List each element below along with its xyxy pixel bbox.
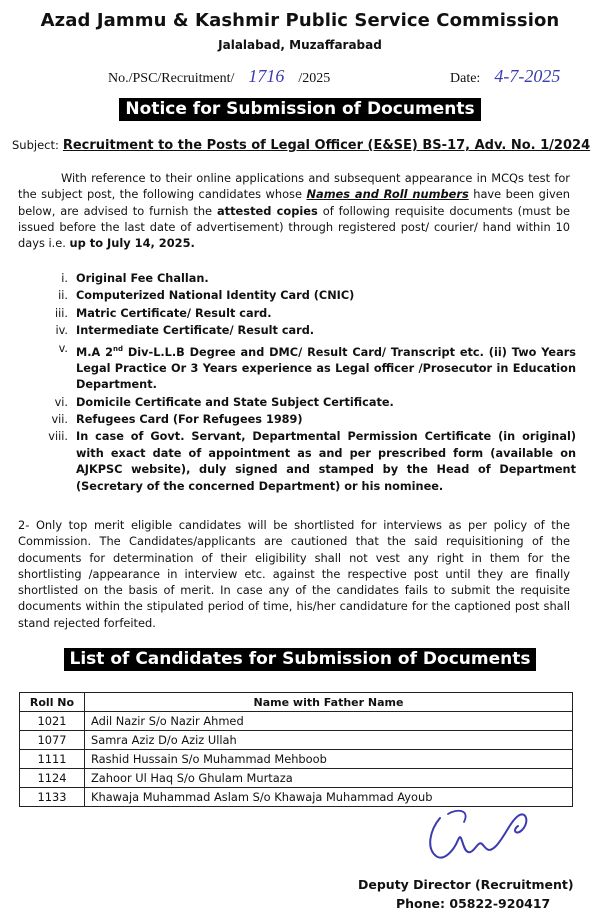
organization-name: Azad Jammu & Kashmir Public Service Commission xyxy=(40,10,560,31)
roll-number: 1124 xyxy=(20,769,85,788)
intro-emphasis-names: Names and Roll numbers xyxy=(306,187,469,202)
list-item-superscript: nd xyxy=(113,344,124,353)
reference-prefix: No./PSC/Recruitment/ xyxy=(108,71,235,86)
date-line xyxy=(450,66,574,87)
list-item-number: iii. xyxy=(54,306,68,320)
list-item-text: M.A 2 xyxy=(76,345,114,359)
candidates-list-title-text: List of Candidates for Submission of Documents xyxy=(64,648,537,671)
list-item-text: Domicile Certificate and State Subject Certificate. xyxy=(76,395,394,409)
subject-text: Recruitment to the Posts of Legal Officer (E&SE) BS-17, Adv. No. 1/2024 xyxy=(62,138,591,153)
notice-title-text: Notice for Submission of Documents xyxy=(119,98,480,121)
roll-number: 1111 xyxy=(20,750,85,769)
required-documents-list xyxy=(24,271,576,496)
reference-handwritten-number: 1716 xyxy=(248,66,285,86)
list-item-number: iv. xyxy=(55,324,68,338)
list-item-number: vii. xyxy=(51,413,68,427)
list-item xyxy=(24,429,576,495)
candidate-name: Adil Nazir S/o Nazir Ahmed xyxy=(85,712,573,731)
intro-text-1: With reference to their online applications and subsequent appearance in MCQs test for the subject post, the following candidates whose xyxy=(18,171,570,202)
table-row xyxy=(20,731,573,750)
candidates-table xyxy=(19,692,573,807)
intro-emphasis-attested: attested copies xyxy=(216,203,318,218)
list-item-number: v. xyxy=(58,341,68,355)
list-item-text: Refugees Card (For Refugees 1989) xyxy=(76,413,303,427)
roll-number: 1133 xyxy=(20,788,85,807)
policy-paragraph: 2- Only top merit eligible candidates will be shortlisted for interviews as per policy of the Commission. The Candidates/applicants are cautioned that the said requisitioning of the documents for determination of their eligibility shall not vest any right in them for the shortlisting /appearance in interview etc. against the respective post until they are finally shortlisted on the basis of merit. In case any of the candidates fails to submit the requisite documents within the stipulated period of time, his/her candidature for the captioned post shall stand rejected forfeited. xyxy=(18,518,570,630)
header-roll-no: Roll No xyxy=(20,693,85,712)
subject-label: Subject: xyxy=(12,138,59,152)
reference-number xyxy=(108,66,330,87)
list-item-text: Original Fee Challan. xyxy=(76,272,209,285)
list-item xyxy=(24,323,576,339)
roll-number: 1021 xyxy=(20,712,85,731)
table-row xyxy=(20,769,573,788)
list-item-number: viii. xyxy=(48,430,68,444)
list-item-text: In case of Govt. Servant, Departmental Permission Certificate (in original) with exact date of appointment as and per prescribed form (available on AJKPSC website), duly signed and stamped by the Head of Department (Secretary of the concerned Department) or his nominee. xyxy=(76,430,576,493)
header-name: Name with Father Name xyxy=(85,693,573,712)
list-item xyxy=(24,271,576,287)
roll-number: 1077 xyxy=(20,731,85,750)
list-item xyxy=(24,395,576,411)
candidate-name: Samra Aziz D/o Aziz Ullah xyxy=(85,731,573,750)
reference-year: /2025 xyxy=(298,71,331,86)
intro-emphasis-deadline: up to July 14, 2025. xyxy=(69,236,195,251)
list-item-number: i. xyxy=(61,272,68,285)
candidate-name: Zahoor Ul Haq S/o Ghulam Murtaza xyxy=(85,769,573,788)
intro-text-2: have been given below, are advised to furnish the xyxy=(18,187,570,218)
list-item-text: Computerized National Identity Card (CNIC) xyxy=(76,289,355,303)
list-item xyxy=(24,306,576,322)
list-item xyxy=(24,288,576,304)
notice-title xyxy=(0,98,600,121)
subject-line xyxy=(12,137,592,153)
list-item xyxy=(24,341,576,394)
candidate-name: Khawaja Muhammad Aslam S/o Khawaja Muhammad Ayoub xyxy=(85,788,573,807)
list-item-text: Matric Certificate/ Result card. xyxy=(76,306,272,320)
intro-paragraph xyxy=(18,170,570,251)
candidate-name: Rashid Hussain S/o Muhammad Mehboob xyxy=(85,750,573,769)
list-item-text-continued: Div-L.L.B Degree and DMC/ Result Card/ Transcript etc. (ii) Two Years Legal Practice Or 3 Years experience as Legal officer /Prosecutor in Education Department. xyxy=(76,345,576,392)
signatory-title: Deputy Director (Recruitment) xyxy=(358,877,574,892)
signatory-phone: Phone: 05822-920417 xyxy=(396,896,551,911)
table-row xyxy=(20,712,573,731)
organization-address: Jalalabad, Muzaffarabad xyxy=(218,38,382,52)
list-item-text: Intermediate Certificate/ Result card. xyxy=(76,324,315,338)
table-header-row xyxy=(20,693,573,712)
table-row xyxy=(20,750,573,769)
signature-flourish xyxy=(448,811,466,822)
list-item-number: vi. xyxy=(54,395,68,409)
list-item-number: ii. xyxy=(58,289,68,303)
date-label: Date: xyxy=(450,71,481,86)
candidates-list-title xyxy=(0,648,600,671)
handwritten-signature xyxy=(418,800,548,870)
list-item xyxy=(24,412,576,428)
intro-text-3: of following requisite documents (must be issued before the last date of advertisement) through registered post/ courier/ hand within 10 days i.e. xyxy=(18,203,571,251)
date-handwritten: 4-7-2025 xyxy=(494,66,561,86)
signature-stroke xyxy=(430,814,526,857)
